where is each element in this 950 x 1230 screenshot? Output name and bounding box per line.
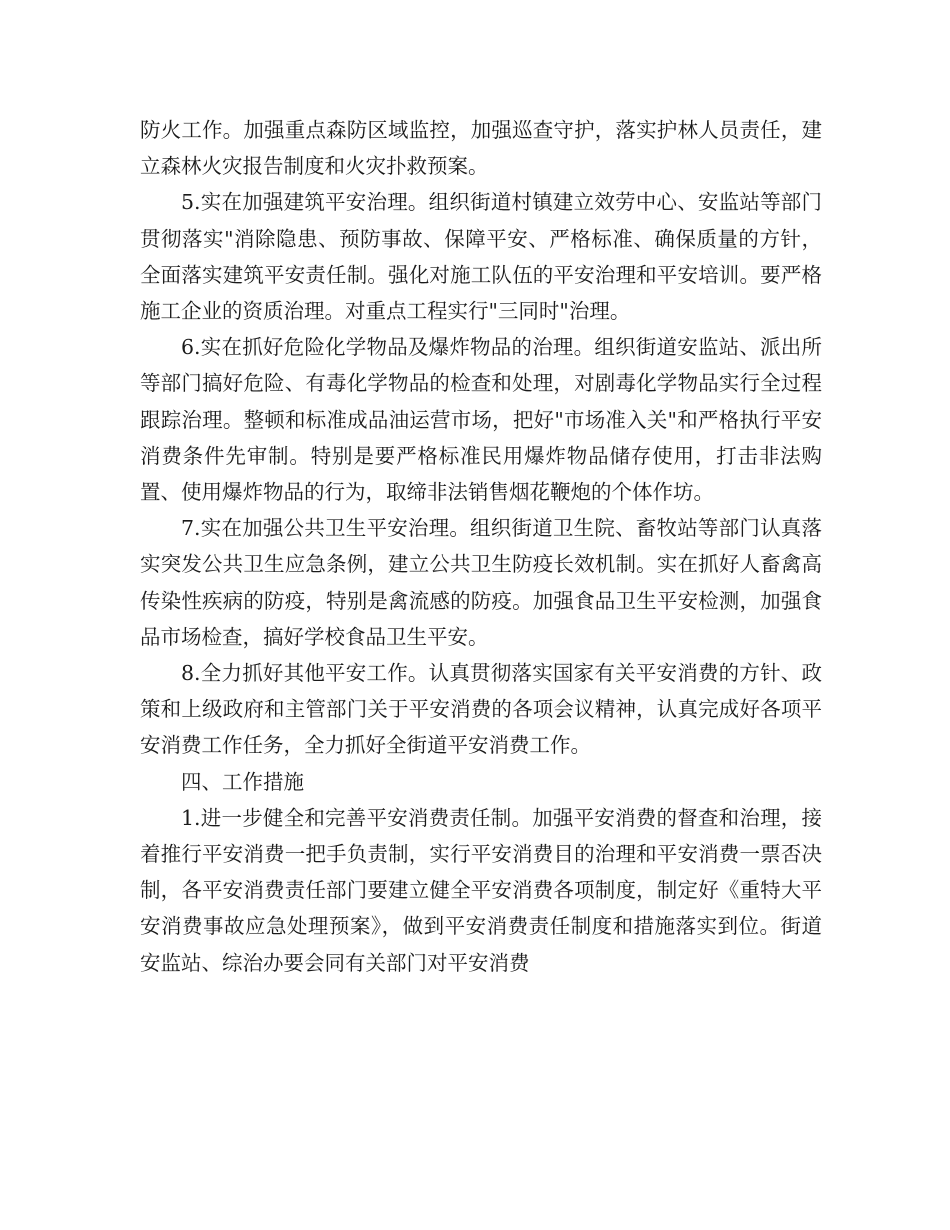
paragraph-1: 防火工作。加强重点森防区域监控，加强巡查守护，落实护林人员责任，建立森林火灾报告制度和火灾扑救预案。 [140,118,822,179]
paragraph-4: 7.实在加强公共卫生平安治理。组织街道卫生院、畜牧站等部门认真落实突发公共卫生应急条例，建立公共卫生防疫长效机制。实在抓好人畜禽高传染性疾病的防疫，特别是禽流感的防疫。加强食品卫生平安检测，加强食品市场检查，搞好学校食品卫生平安。 [140,516,822,649]
paragraph-3: 6.实在抓好危险化学物品及爆炸物品的治理。组织街道安监站、派出所等部门搞好危险、有毒化学物品的检查和处理，对剧毒化学物品实行全过程跟踪治理。整顿和标准成品油运营市场，把好"市场准入关"和严格执行平安消费条件先审制。特别是要严格标准民用爆炸物品储存使用，打击非法购置、使用爆炸物品的行为，取缔非法销售烟花鞭炮的个体作坊。 [140,335,822,505]
document-body [140,112,822,981]
section-heading: 四、工作措施 [181,769,304,794]
paragraph-2: 5.实在加强建筑平安治理。组织街道村镇建立效劳中心、安监站等部门贯彻落实"消除隐患、预防事故、保障平安、严格标准、确保质量的方针，全面落实建筑平安责任制。强化对施工队伍的平安治理和平安培训。要严格施工企业的资质治理。对重点工程实行"三同时"治理。 [140,190,822,324]
paragraph-6: 1.进一步健全和完善平安消费责任制。加强平安消费的督查和治理，接着推行平安消费一把手负责制，实行平安消费目的治理和平安消费一票否决制，各平安消费责任部门要建立健全平安消费各项制度，制定好《重特大平安消费事故应急处理预案》，做到平安消费责任制度和措施落实到位。街道安监站、综治办要会同有关部门对平安消费 [140,805,822,975]
paragraph-5: 8.全力抓好其他平安工作。认真贯彻落实国家有关平安消费的方针、政策和上级政府和主管部门关于平安消费的各项会议精神，认真完成好各项平安消费工作任务，全力抓好全街道平安消费工作。 [140,661,822,758]
